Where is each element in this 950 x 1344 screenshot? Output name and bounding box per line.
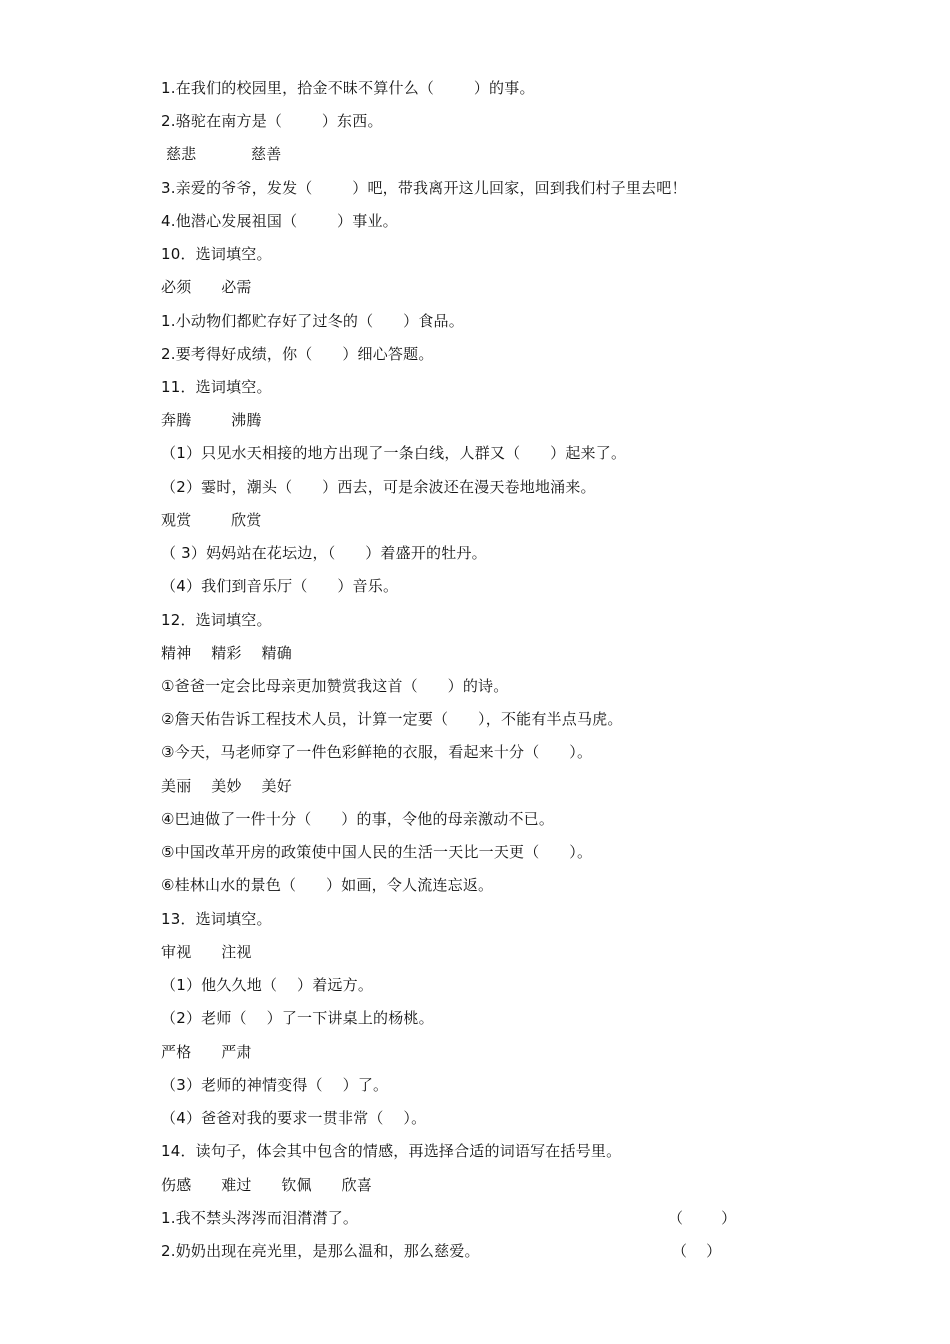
q10-item-1: 1.小动物们都贮存好了过冬的（ ）食品。 (161, 312, 464, 330)
q13-item-2: （2）老师（ ）了一下讲桌上的杨桃。 (161, 1009, 434, 1027)
q11-item-3: （ 3）妈妈站在花坛边，（ ）着盛开的牡丹。 (161, 544, 487, 562)
q10-item-2: 2.要考得好成绩，你（ ）细心答题。 (161, 345, 434, 363)
word-choices: 精神 精彩 精确 (161, 644, 292, 662)
word-choices: 严格 严肃 (161, 1043, 252, 1061)
q11-item-4: （4）我们到音乐厅（ ）音乐。 (161, 577, 399, 595)
word-choices: 奔腾 沸腾 (161, 411, 262, 429)
q10-heading: 10．选词填空。 (161, 245, 272, 263)
q12-heading: 12．选词填空。 (161, 611, 272, 629)
q12-item-4: ④巴迪做了一件十分（ ）的事，令他的母亲激动不已。 (161, 810, 555, 828)
q12-item-1: ①爸爸一定会比母亲更加赞赏我这首（ ）的诗。 (161, 677, 509, 695)
word-choices: 必须 必需 (161, 278, 252, 296)
q13-item-4: （4）爸爸对我的要求一贯非常（ ）。 (161, 1109, 427, 1127)
q12-item-5: ⑤中国改革开房的政策使中国人民的生活一天比一天更（ ）。 (161, 843, 593, 861)
q13-item-1: （1）他久久地（ ）着远方。 (161, 976, 374, 994)
word-choices: 审视 注视 (161, 943, 252, 961)
q14-item-2: 2.奶奶出现在亮光里，是那么温和，那么慈爱。 (161, 1242, 480, 1260)
q13-item-3: （3）老师的神情变得（ ）了。 (161, 1076, 389, 1094)
q13-heading: 13．选词填空。 (161, 910, 272, 928)
q9-item-3: 3.亲爱的爷爷，发发（ ）吧，带我离开这儿回家，回到我们村子里去吧！ (161, 179, 687, 197)
q12-item-2: ②詹天佑告诉工程技术人员，计算一定要（ ），不能有半点马虎。 (161, 710, 623, 728)
q11-item-1: （1）只见水天相接的地方出现了一条白线，人群又（ ）起来了。 (161, 444, 627, 462)
q9-item-1: 1.在我们的校园里，拾金不昧不算什么（ ）的事。 (161, 79, 535, 97)
answer-blank: （ ） (672, 1242, 722, 1260)
q11-item-2: （2）霎时，潮头（ ）西去，可是余波还在漫天卷地地涌来。 (161, 478, 596, 496)
q9-item-4: 4.他潜心发展祖国（ ）事业。 (161, 212, 398, 230)
word-choices: 美丽 美妙 美好 (161, 777, 292, 795)
q12-item-6: ⑥桂林山水的景色（ ）如画，令人流连忘返。 (161, 876, 494, 894)
word-choices: 观赏 欣赏 (161, 511, 262, 529)
answer-blank: （ ） (668, 1209, 737, 1227)
word-choices: 慈悲 慈善 (161, 145, 282, 163)
q9-item-2: 2.骆驼在南方是（ ）东西。 (161, 112, 383, 130)
q14-heading: 14．读句子，体会其中包含的情感，再选择合适的词语写在括号里。 (161, 1142, 622, 1160)
q12-item-3: ③今天，马老师穿了一件色彩鲜艳的衣服，看起来十分（ ）。 (161, 743, 593, 761)
word-choices: 伤感 难过 钦佩 欣喜 (161, 1176, 373, 1194)
q14-item-1: 1.我不禁头涔涔而泪潸潸了。 (161, 1209, 359, 1227)
q11-heading: 11．选词填空。 (161, 378, 272, 396)
